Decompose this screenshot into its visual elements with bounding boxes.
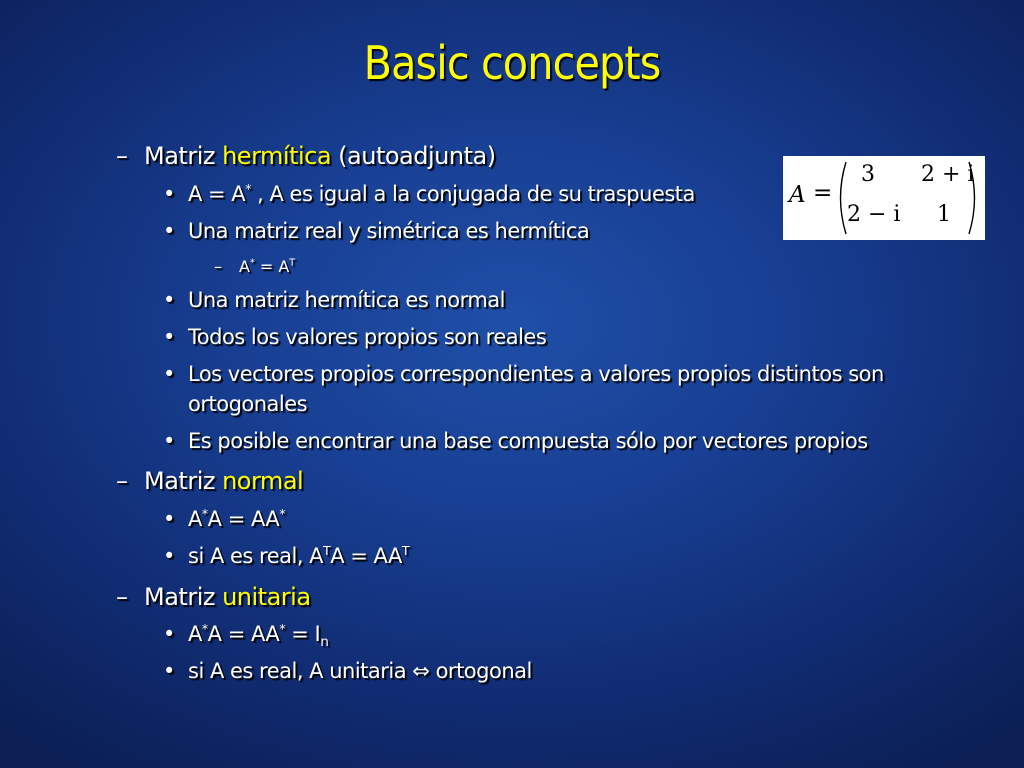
- normal-bullet-1: [163, 507, 285, 531]
- matrix-a12: 2 + i: [921, 162, 975, 187]
- hermitica-bullet-1: [163, 182, 695, 206]
- conjugate-star: *: [249, 257, 255, 269]
- hermitica-b2-sub-a: A: [239, 257, 250, 276]
- conjugate-star: *: [279, 621, 286, 636]
- section-hermitica: [116, 142, 496, 170]
- hermitica-bullet-5: [163, 362, 884, 386]
- conjugate-star: *: [245, 181, 251, 196]
- bullet-marker: •: [163, 182, 175, 206]
- matrix-label: A: [789, 182, 806, 208]
- double-arrow-icon: ⇔: [412, 659, 430, 683]
- bullet-marker: •: [163, 362, 175, 386]
- hermitica-label-highlight: hermítica: [222, 142, 332, 170]
- unitaria-bullet-2: [163, 659, 532, 683]
- conjugate-star: *: [279, 506, 286, 521]
- unitaria-label-highlight: unitaria: [222, 583, 311, 611]
- normal-label-highlight: normal: [222, 467, 304, 495]
- unitaria-b1-b: A = AA: [207, 622, 280, 646]
- bullet-marker: •: [163, 507, 175, 531]
- hermitica-bullet-2: [163, 219, 589, 243]
- dash-marker: –: [116, 583, 128, 611]
- matrix-example: [783, 156, 985, 240]
- matrix-a21: 2 − i: [847, 202, 901, 227]
- dash-marker: –: [214, 257, 222, 276]
- hermitica-b1-a: A = A: [188, 182, 246, 206]
- hermitica-b6: Es posible encontrar una base compuesta sólo por vectores propios: [188, 429, 868, 453]
- normal-bullet-2: [163, 544, 409, 568]
- hermitica-b1-b: , A es igual a la conjugada de su traspuesta: [250, 182, 695, 206]
- bullet-marker: •: [163, 622, 175, 646]
- normal-label-prefix: Matriz: [144, 467, 223, 495]
- section-unitaria: [116, 583, 311, 611]
- hermitica-bullet-4: [163, 325, 546, 349]
- bullet-marker: •: [163, 544, 175, 568]
- unitaria-b1-a: A: [188, 622, 202, 646]
- left-paren-icon: [834, 160, 848, 236]
- hermitica-b4: Todos los valores propios son reales: [188, 325, 547, 349]
- slide-title: Basic concepts: [363, 36, 661, 90]
- bullet-marker: •: [163, 219, 175, 243]
- hermitica-label-prefix: Matriz: [144, 142, 223, 170]
- bullet-marker: •: [163, 659, 175, 683]
- normal-b2-a: si A es real, A: [188, 544, 324, 568]
- transpose-mark: T: [289, 257, 296, 269]
- bullet-marker: •: [163, 429, 175, 453]
- unitaria-b2-a: si A es real, A unitaria: [188, 659, 413, 683]
- matrix-a22: 1: [937, 202, 951, 227]
- dash-marker: –: [116, 467, 128, 495]
- hermitica-bullet-5-cont: [188, 392, 307, 416]
- bullet-marker: •: [163, 288, 175, 312]
- hermitica-label-suffix: (autoadjunta): [331, 142, 496, 170]
- transpose-mark: T: [401, 543, 410, 558]
- conjugate-star: *: [201, 506, 208, 521]
- hermitica-b5-line2: ortogonales: [188, 392, 308, 416]
- unitaria-b2-b: ortogonal: [429, 659, 532, 683]
- bullet-marker: •: [163, 325, 175, 349]
- right-paren-icon: [967, 160, 981, 236]
- matrix-a11: 3: [861, 162, 875, 187]
- normal-b1-a: A: [188, 507, 202, 531]
- hermitica-b3: Una matriz hermítica es normal: [188, 288, 506, 312]
- hermitica-subbullet: [214, 257, 295, 276]
- hermitica-bullet-6: [163, 429, 868, 453]
- hermitica-bullet-3: [163, 288, 505, 312]
- normal-b1-b: A = AA: [207, 507, 280, 531]
- section-normal: [116, 467, 303, 495]
- unitaria-label-prefix: Matriz: [144, 583, 223, 611]
- identity-size-subscript: n: [320, 634, 329, 651]
- transpose-mark: T: [323, 543, 331, 558]
- normal-b2-b: A = AA: [330, 544, 402, 568]
- unitaria-b1-c: = I: [285, 622, 321, 646]
- conjugate-star: *: [201, 621, 208, 636]
- unitaria-bullet-1: [163, 621, 329, 651]
- hermitica-b2: Una matriz real y simétrica es hermítica: [188, 219, 590, 243]
- hermitica-b2-sub-b: = A: [254, 257, 290, 276]
- hermitica-b5-line1: Los vectores propios correspondientes a valores propios distintos son: [188, 362, 884, 386]
- matrix-equals: =: [813, 180, 833, 206]
- dash-marker: –: [116, 142, 128, 170]
